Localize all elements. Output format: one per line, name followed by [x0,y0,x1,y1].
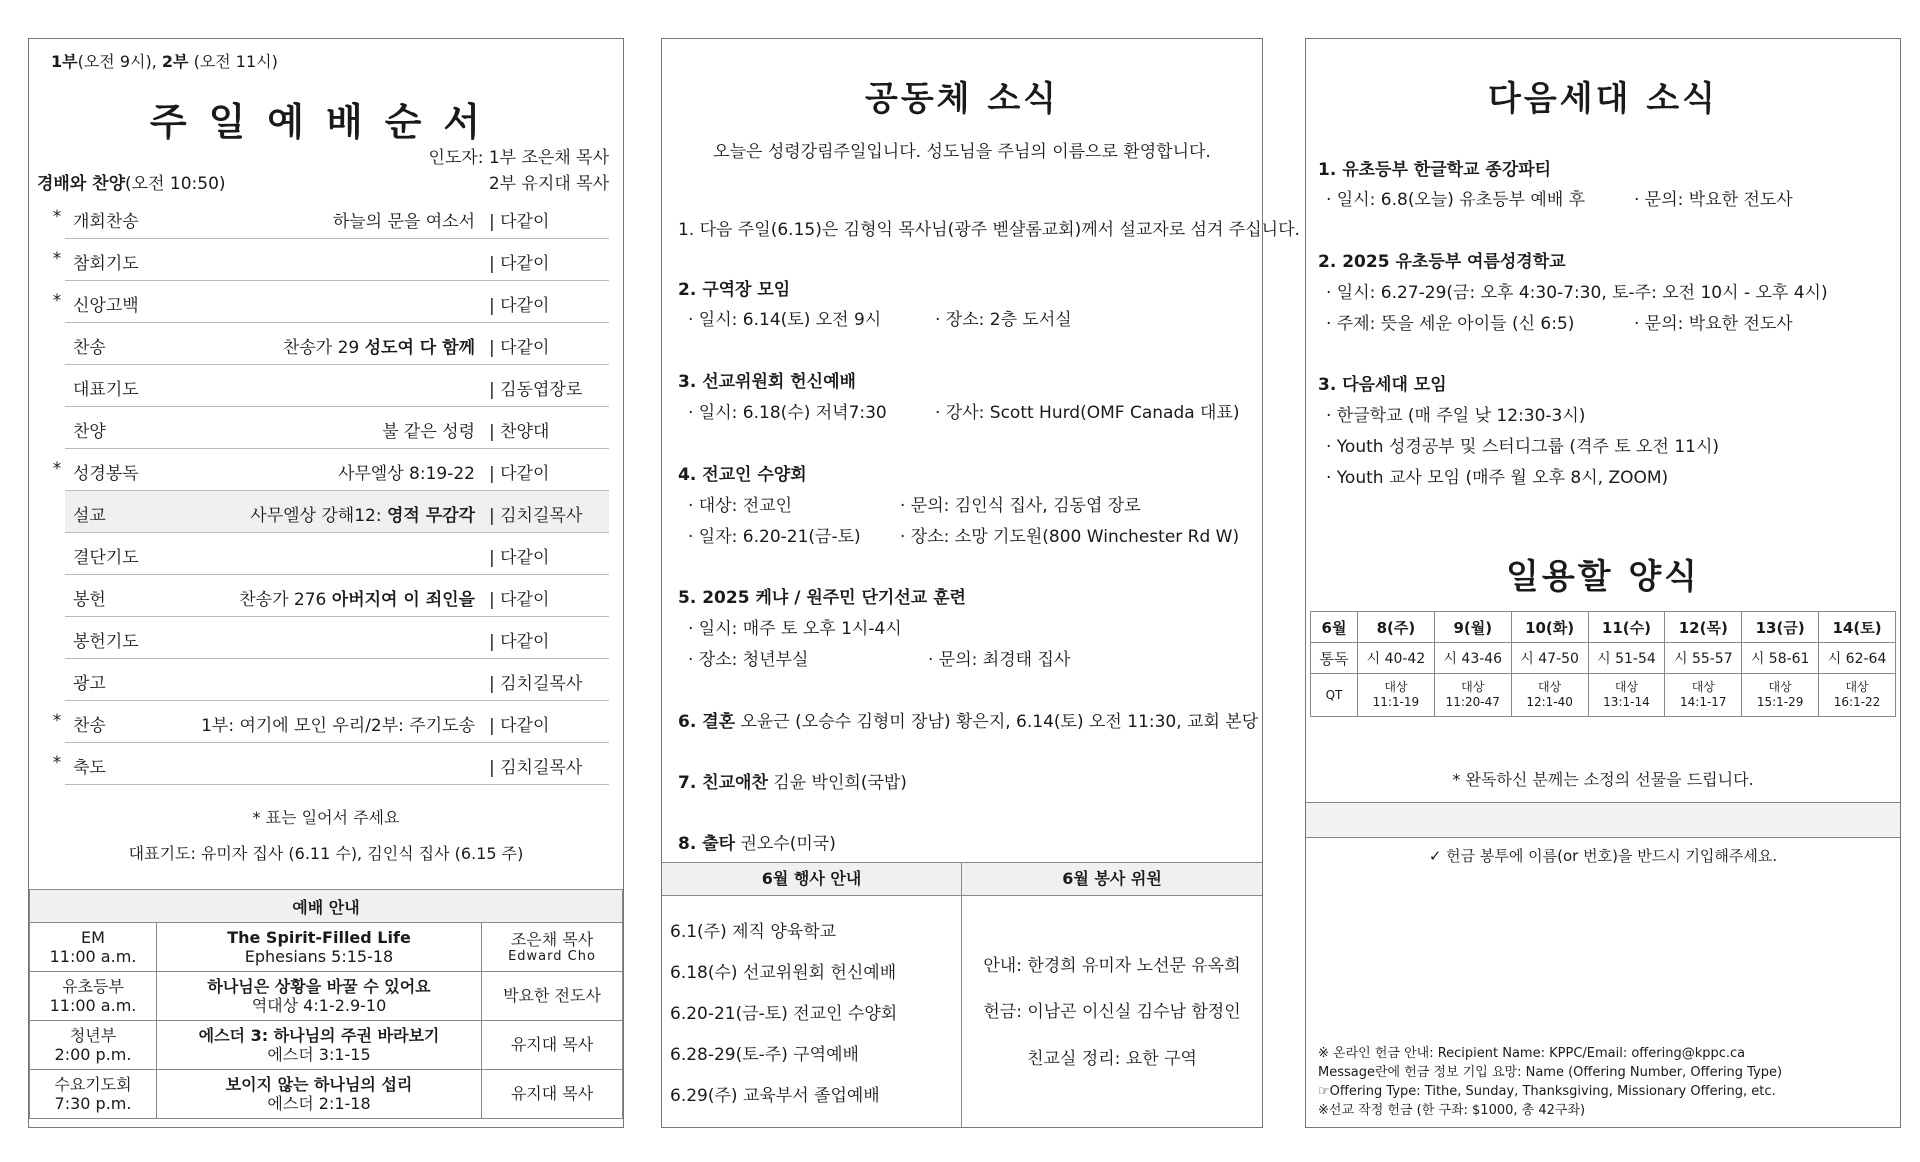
event-item: 6.29(주) 교육부서 졸업예배 [670,1086,880,1106]
service-schedule [51,49,278,72]
tongdok-cell: 시 51-54 [1588,643,1665,674]
prelude [37,169,226,194]
order-name: 설교 [73,506,106,526]
news-item-4-contact: · 문의: 김인식 집사, 김동엽 장로 [900,496,1141,516]
news-item-2-date: · 일시: 6.14(토) 오전 9시 [688,310,882,330]
qt-cell [1434,674,1511,717]
qt-range: 12:1-40 [1526,695,1573,709]
order-detail: 찬송가 29 성도여 다 함께 [282,338,475,358]
order-star: * [52,249,62,269]
reward-note: * 완독하신 분께는 소정의 선물을 드립니다. [1452,770,1754,789]
order-leader: | 김치길목사 [489,758,583,778]
qt-cell [1665,674,1742,717]
tongdok-cell: 시 40-42 [1358,643,1435,674]
service-time: 11:00 a.m. [49,996,137,1015]
ng-item-3-title: 3. 다음세대 모임 [1318,375,1447,395]
service-name-cell [30,1070,157,1119]
order-leader: | 다같이 [489,254,550,274]
service-name: 청년부 [69,1025,117,1045]
service-speaker-cell [482,972,623,1021]
qt-cell [1742,674,1819,717]
worship-order-panel [28,38,624,1128]
order-row [65,323,609,365]
services-header: 예배 안내 [30,890,623,923]
order-name: 대표기도 [73,380,139,400]
part1-label: 1부 [51,52,78,71]
qt-book: 대상 [1384,680,1408,694]
service-row [30,972,623,1021]
news-item-6-label: 6. 결혼 [678,712,736,732]
event-item: 6.18(수) 선교위원회 헌신예배 [670,963,897,983]
order-star: * [52,753,62,773]
order-detail: 사무엘상 8:19-22 [337,464,475,484]
ng-item-3-line: · 한글학교 (매 주일 낮 12:30-3시) [1326,406,1586,426]
service-speaker-cell [482,1070,623,1119]
qt-cell [1358,674,1435,717]
qt-cell [1588,674,1665,717]
qt-range: 14:1-17 [1680,695,1727,709]
ng-item-2-title: 2. 2025 유초등부 여름성경학교 [1318,252,1566,272]
order-leader: | 김동엽장로 [489,380,583,400]
order-name: 봉헌기도 [73,632,139,652]
qt-cell [1511,674,1588,717]
service-sermon-title: 하나님은 상황을 바꿀 수 있어요 [207,976,431,996]
service-sermon-cell [157,972,482,1021]
service-row [30,923,623,972]
news-item-8 [678,829,836,854]
service-speaker-cell [482,1021,623,1070]
qt-book: 대상 [1768,680,1792,694]
service-name-cell [30,923,157,972]
community-news-panel [661,38,1300,1128]
qt-label: QT [1311,674,1358,717]
qt-range: 13:1-14 [1603,695,1650,709]
order-row [52,239,609,281]
order-name: 참회기도 [73,254,139,274]
order-name: 찬양 [73,422,106,442]
welcome-text: 오늘은 성령강림주일입니다. 성도님을 주님의 이름으로 환영합니다. [713,142,1211,162]
worship-title: 주일예배순서 [149,100,503,144]
service-time: 7:30 p.m. [54,1094,132,1113]
reading-day-header: 9(월) [1434,612,1511,643]
news-item-5-title: 5. 2025 케냐 / 원주민 단기선교 훈련 [678,588,966,608]
order-star: * [52,711,62,731]
order-name: 개회찬송 [73,212,139,232]
service-row [30,1070,623,1119]
news-item-3-date: · 일시: 6.18(수) 저녁7:30 [688,403,887,423]
order-row [52,743,609,785]
reading-day-header: 14(토) [1819,612,1896,643]
service-row [30,1021,623,1070]
order-leader: | 찬양대 [489,422,550,442]
reading-day-header: 11(수) [1588,612,1665,643]
tongdok-label: 통독 [1311,643,1358,674]
reading-tongdok-row [1311,643,1896,674]
tongdok-cell: 시 55-57 [1665,643,1742,674]
order-row [65,659,609,701]
news-item-2-title: 2. 구역장 모임 [678,280,791,300]
service-sermon-cell [157,1021,482,1070]
qt-book: 대상 [1614,680,1639,694]
volunteers-header: 6월 봉사 위원 [962,862,1262,896]
order-star: * [52,291,62,311]
order-name: 봉헌 [73,590,106,610]
volunteer-item: 헌금: 이남곤 이신실 김수남 함정인 [983,1002,1241,1022]
order-row [52,197,609,239]
service-speaker: 조은채 목사 [510,929,594,949]
order-row [52,449,609,491]
order-row [52,281,609,323]
order-star: * [52,207,62,227]
order-list [49,197,609,785]
ng-item-2-contact: · 문의: 박요한 전도사 [1634,314,1793,334]
news-item-8-label: 8. 출타 [678,834,736,854]
news-item-2-place: · 장소: 2층 도서실 [935,310,1072,330]
online-offering-info [1318,1044,1782,1120]
qt-book: 대상 [1538,680,1562,694]
news-item-7-text: 김윤 박인희(국밥) [767,773,907,793]
news-item-4-target: · 대상: 전교인 [688,496,793,516]
tongdok-cell: 시 58-61 [1742,643,1819,674]
order-name: 축도 [73,758,106,778]
order-name: 광고 [73,674,106,694]
volunteer-item: 안내: 한경희 유미자 노선문 유옥희 [983,956,1241,976]
service-name: 수요기도회 [54,1074,132,1094]
qt-book: 대상 [1845,680,1869,694]
service-time: 11:00 a.m. [49,947,137,966]
volunteer-item: 친교실 정리: 요한 구역 [1027,1049,1197,1069]
service-name-cell [30,972,157,1021]
next-generation-panel [1305,38,1901,1128]
reading-qt-row [1311,674,1896,717]
order-row [65,491,609,533]
online-line: ※선교 작정 헌금 (한 구좌: $1000, 총 42구좌) [1318,1103,1586,1118]
news-item-7 [678,768,907,793]
service-time: 2:00 p.m. [54,1045,132,1064]
order-row [65,533,609,575]
qt-range: 15:1-29 [1756,695,1804,709]
order-row [52,701,609,743]
order-detail: 찬송가 276 아버지여 이 죄인을 [239,590,475,610]
reading-day-header: 13(금) [1742,612,1819,643]
news-item-8-text: 권오수(미국) [735,834,836,854]
qt-range: 16:1-22 [1833,695,1881,709]
order-name: 결단기도 [73,548,139,568]
ng-item-2-date: · 일시: 6.27-29(금: 오후 4:30-7:30, 토-주: 오전 10시 - 오후 4시) [1326,283,1828,303]
prayer-note: 대표기도: 유미자 집사 (6.11 수), 김인식 집사 (6.15 주) [128,844,524,863]
services-table [29,889,623,1119]
news-item-5-contact: · 문의: 최경태 집사 [928,650,1071,670]
service-speaker: 유지대 목사 [510,1035,594,1055]
service-speaker: 박요한 전도사 [503,986,601,1006]
service-passage: 에스더 3:1-15 [267,1045,371,1064]
nextgen-title: 다음세대 소식 [1488,79,1718,119]
service-sermon-title: 에스더 3: 하나님의 주권 바라보기 [198,1025,440,1045]
reading-day-header: 12(목) [1665,612,1742,643]
qt-book: 대상 [1461,680,1485,694]
order-leader: | 다같이 [489,590,550,610]
order-star: * [52,459,62,479]
service-sermon-cell [157,1070,482,1119]
leader-line-1: 인도자: 1부 조은채 목사 [428,148,609,168]
order-row [65,365,609,407]
order-leader: | 다같이 [489,338,550,358]
service-speaker-cell [482,923,623,972]
part2-time: (오전 11시) [188,52,278,71]
prelude-label: 경배와 찬양 [37,174,126,194]
order-leader: | 김치길목사 [489,674,583,694]
envelope-note: ✓ 헌금 봉투에 이름(or 번호)을 반드시 기입해주세요. [1428,847,1778,865]
news-item-6 [678,707,1258,732]
service-name: 유초등부 [62,976,124,996]
order-row [65,575,609,617]
order-leader: | 김치길목사 [489,506,583,526]
reading-day-header: 10(화) [1511,612,1588,643]
order-detail: 하늘의 문을 여소서 [332,212,475,232]
reading-table [1310,611,1896,717]
news-item-6-text: 오윤근 (오승수 김형미 장남) 황은지, 6.14(토) 오전 11:30, 교회 본당 [735,712,1259,732]
order-detail: 불 같은 성령 [382,422,475,442]
order-leader: | 다같이 [489,464,550,484]
service-speaker: 유지대 목사 [510,1084,594,1104]
service-passage: 역대상 4:1-2.9-10 [251,996,387,1015]
ng-item-3-line: · Youth 교사 모임 (매주 월 오후 8시, ZOOM) [1326,468,1669,488]
service-name-cell [30,1021,157,1070]
order-name: 성경봉독 [73,464,139,484]
reading-day-header: 8(주) [1358,612,1435,643]
reading-title: 일용할 양식 [1505,557,1701,597]
divider-band [1306,802,1900,838]
events-header: 6월 행사 안내 [662,862,962,896]
reading-day-header: 6월 [1311,612,1358,643]
order-detail: 사무엘상 강해12: 영적 무감각 [250,506,475,526]
tongdok-cell: 시 62-64 [1819,643,1896,674]
event-item: 6.28-29(토-주) 구역예배 [670,1045,859,1065]
service-sermon-title: The Spirit-Filled Life [227,927,411,947]
stand-note: * 표는 일어서 주세요 [252,808,400,827]
service-name: EM [81,927,105,947]
news-item-4-title: 4. 전교인 수양회 [678,465,807,485]
order-leader: | 다같이 [489,632,550,652]
qt-range: 11:20-47 [1445,695,1500,709]
service-passage: Ephesians 5:15-18 [244,947,394,966]
news-item-4-place: · 장소: 소망 기도원(800 Winchester Rd W) [900,527,1240,547]
community-title: 공동체 소식 [864,79,1060,119]
order-name: 찬송 [73,338,106,358]
online-line: ☞Offering Type: Tithe, Sunday, Thanksgiving, Missionary Offering, etc. [1318,1084,1776,1099]
part1-time: (오전 9시), [77,52,162,71]
news-item-4-date: · 일자: 6.20-21(금-토) [688,527,861,547]
ng-item-1-contact: · 문의: 박요한 전도사 [1634,190,1793,210]
part2-label: 2부 [161,52,189,71]
news-item-5-place: · 장소: 청년부실 [688,650,809,670]
prelude-time: (오전 10:50) [125,174,226,194]
event-item: 6.1(주) 제직 양육학교 [670,922,837,942]
news-item-3-speaker: · 강사: Scott Hurd(OMF Canada 대표) [935,403,1240,423]
events-section [662,862,1262,1128]
order-detail: 1부: 여기에 모인 우리/2부: 주기도송 [201,716,475,736]
leader-line-2: 2부 유지대 목사 [488,174,609,194]
order-row [65,407,609,449]
qt-range: 11:1-19 [1372,695,1420,709]
ng-item-1-title: 1. 유초등부 한글학교 종강파티 [1318,160,1552,180]
service-passage: 에스더 2:1-18 [267,1094,371,1113]
ng-item-2-theme: · 주제: 뜻을 세운 아이들 (신 6:5) [1326,314,1575,334]
order-leader: | 다같이 [489,548,550,568]
reading-header-row [1311,612,1896,643]
news-item-1: 1. 다음 주일(6.15)은 김형익 목사님(광주 벧샬롬교회)께서 설교자로 섬겨 주십니다. [678,220,1300,240]
order-leader: | 다같이 [489,296,550,316]
order-name: 찬송 [73,716,106,736]
online-line: ※ 온라인 헌금 안내: Recipient Name: KPPC/Email: offering@kppc.ca [1318,1046,1746,1061]
order-name: 신앙고백 [73,296,139,316]
online-line: Message란에 헌금 정보 기입 요망: Name (Offering Number, Offering Type) [1318,1065,1783,1080]
ng-item-3-line: · Youth 성경공부 및 스터디그룹 (격주 토 오전 11시) [1326,437,1720,457]
order-leader: | 다같이 [489,212,550,232]
news-item-5-date: · 일시: 매주 토 오후 1시-4시 [688,619,902,639]
ng-item-1-date: · 일시: 6.8(오늘) 유초등부 예배 후 [1326,190,1586,210]
service-sermon-title: 보이지 않는 하나님의 섭리 [225,1074,413,1094]
qt-book: 대상 [1691,680,1715,694]
tongdok-cell: 시 47-50 [1511,643,1588,674]
service-speaker-en: Edward Cho [508,948,596,964]
order-row [65,617,609,659]
order-leader: | 다같이 [489,716,550,736]
news-item-7-label: 7. 친교애찬 [678,773,768,793]
news-item-3-title: 3. 선교위원회 헌신예배 [678,372,856,392]
service-sermon-cell [157,923,482,972]
qt-cell [1819,674,1896,717]
event-item: 6.20-21(금-토) 전교인 수양회 [670,1004,898,1024]
tongdok-cell: 시 43-46 [1434,643,1511,674]
